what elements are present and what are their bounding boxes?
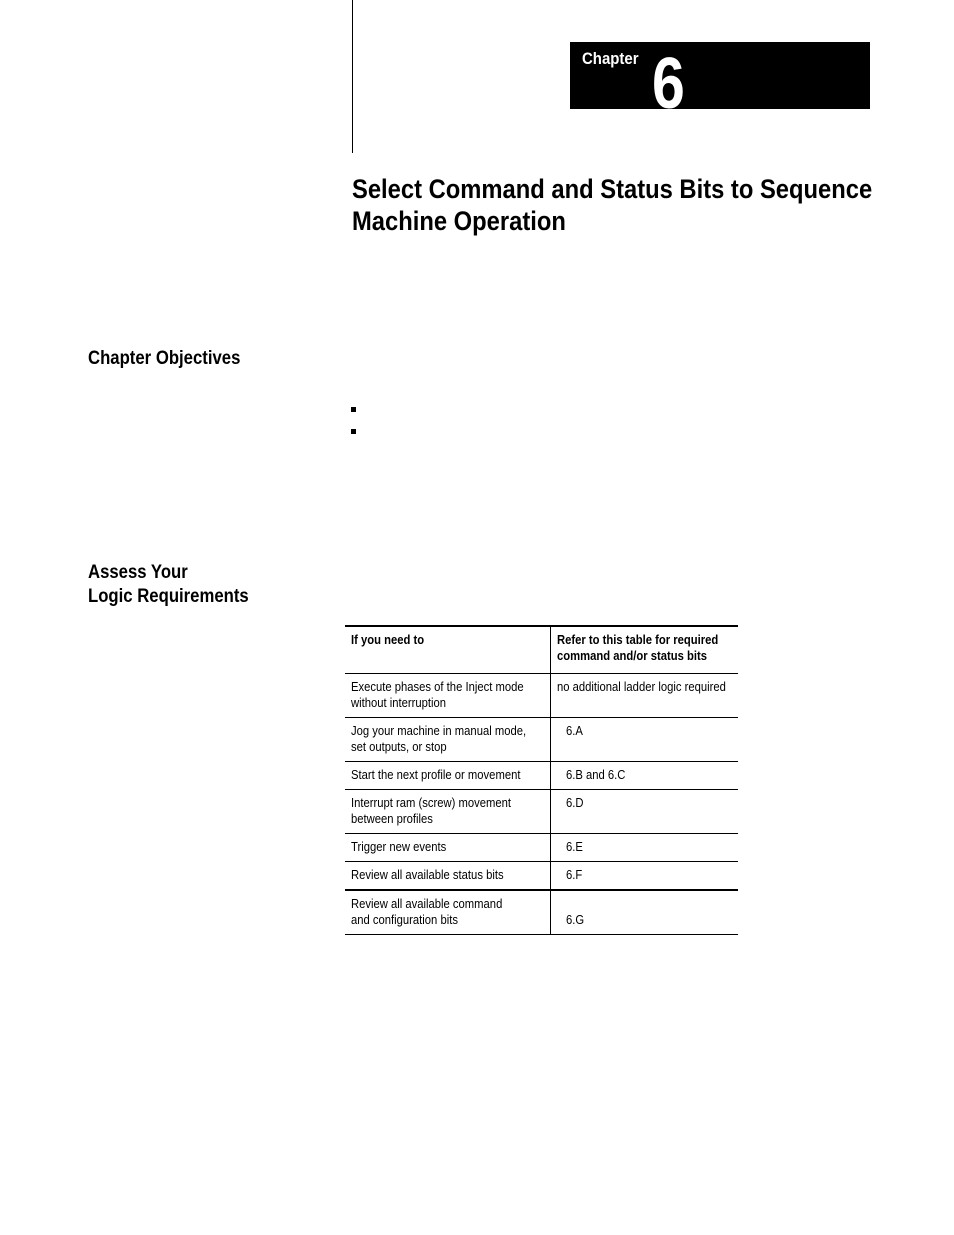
table-row [345, 834, 738, 862]
chapter-label: Chapter [582, 49, 639, 68]
ref-cell: 6.F [550, 862, 738, 891]
page-title-text: Select Command and Status Bits to Sequence Machine Operation [352, 174, 873, 236]
need-cell: Interrupt ram (screw) movement between profiles [345, 790, 550, 834]
need-cell: Execute phases of the Inject mode without interruption [345, 674, 550, 718]
ref-cell: no additional ladder logic required [550, 674, 738, 718]
table-row [345, 674, 738, 718]
need-cell: Jog your machine in manual mode, set outputs, or stop [345, 718, 550, 762]
table-header-row [345, 626, 738, 674]
need-cell: Review all available status bits [345, 862, 550, 891]
assess-heading-line2: Logic Requirements [88, 586, 249, 607]
ref-cell: 6.A [550, 718, 738, 762]
chapter-tab [570, 42, 870, 109]
assess-heading [88, 561, 249, 609]
table-row [345, 762, 738, 790]
logic-requirements-table [345, 625, 738, 935]
margin-rule [352, 0, 353, 153]
header-ref: Refer to this table for required command and/or status bits [550, 626, 738, 674]
bullet-marker [351, 407, 356, 412]
need-cell: Start the next profile or movement [345, 762, 550, 790]
table-row [345, 790, 738, 834]
ref-cell: 6.D [550, 790, 738, 834]
header-need: If you need to [345, 626, 550, 674]
chapter-objectives-heading: Chapter Objectives [88, 348, 241, 369]
table-row [345, 862, 738, 891]
page-title [352, 173, 873, 237]
assess-heading-line1: Assess Your [88, 562, 188, 583]
bullet-marker [351, 429, 356, 434]
ref-cell: 6.E [550, 834, 738, 862]
table-row [345, 718, 738, 762]
ref-cell: 6.B and 6.C [550, 762, 738, 790]
need-cell: Review all available command and configuration bits [345, 890, 550, 935]
need-cell: Trigger new events [345, 834, 550, 862]
chapter-number: 6 [652, 44, 685, 109]
table-row [345, 890, 738, 935]
ref-cell: 6.G [550, 890, 738, 935]
